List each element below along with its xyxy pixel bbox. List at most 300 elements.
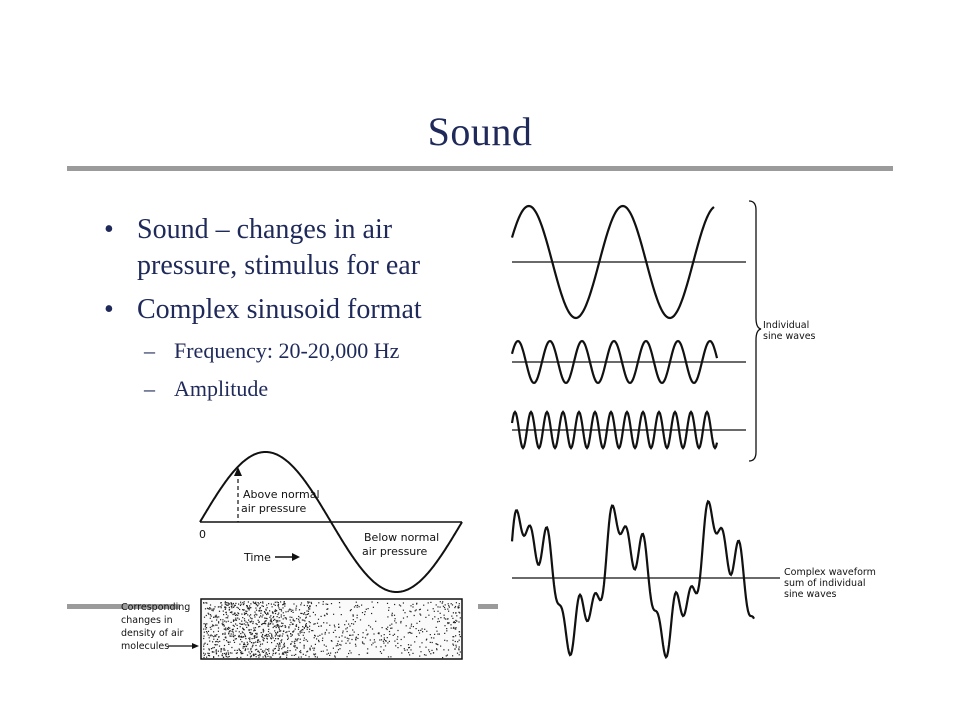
air-molecule-dot (411, 624, 412, 625)
air-molecule-dot (412, 653, 413, 654)
air-molecule-dot (219, 611, 220, 612)
air-molecule-dot (274, 611, 275, 612)
air-molecule-dot (212, 652, 213, 653)
air-molecule-dot (285, 626, 286, 627)
air-molecule-dot (355, 639, 356, 640)
air-molecule-dot (397, 647, 398, 648)
air-molecule-dot (233, 619, 234, 620)
air-molecule-dot (355, 605, 356, 606)
air-molecule-dot (423, 605, 424, 606)
air-molecule-dot (267, 654, 268, 655)
air-molecule-dot (260, 607, 261, 608)
air-molecule-dot (216, 651, 217, 652)
sub-bullet-text: Amplitude (174, 376, 269, 401)
air-molecule-dot (218, 622, 219, 623)
air-molecule-dot (283, 653, 284, 654)
air-molecule-dot (240, 602, 241, 603)
air-molecule-dot (291, 655, 292, 656)
air-molecule-dot (430, 653, 431, 654)
air-molecule-dot (257, 624, 258, 625)
air-molecule-dot (444, 625, 445, 626)
air-molecule-dot (407, 616, 408, 617)
air-molecule-dot (220, 651, 221, 652)
air-molecule-dot (249, 632, 250, 633)
air-molecule-dot (235, 618, 236, 619)
air-molecule-dot (249, 608, 250, 609)
air-molecule-dot (270, 623, 271, 624)
individual-label-line: sine waves (763, 331, 816, 342)
air-molecule-dot (404, 636, 405, 637)
air-molecule-dot (266, 635, 267, 636)
air-molecule-dot (279, 617, 280, 618)
air-molecule-dot (257, 639, 258, 640)
air-molecule-dot (277, 631, 278, 632)
air-molecule-dot (278, 613, 279, 614)
air-molecule-dot (281, 648, 282, 649)
air-molecule-dot (355, 639, 356, 640)
air-molecule-dot (231, 603, 232, 604)
air-molecule-dot (271, 638, 272, 639)
air-molecule-dot (445, 609, 446, 610)
air-molecule-dot (428, 602, 429, 603)
air-molecule-dot (442, 657, 443, 658)
air-molecule-dot (285, 652, 286, 653)
air-molecule-dot (301, 613, 302, 614)
air-molecule-dot (277, 620, 278, 621)
air-molecule-dot (373, 643, 374, 644)
air-molecule-dot (208, 613, 209, 614)
air-molecule-dot (224, 625, 225, 626)
air-molecule-dot (304, 612, 305, 613)
air-molecule-dot (212, 651, 213, 652)
air-molecule-dot (316, 638, 317, 639)
air-molecule-dot (443, 606, 444, 607)
air-molecule-dot (225, 601, 226, 602)
air-molecule-dot (276, 646, 277, 647)
air-molecule-dot (213, 657, 214, 658)
air-molecule-dot (321, 625, 322, 626)
bottom-divider-left (67, 604, 179, 609)
air-molecule-dot (271, 620, 272, 621)
air-molecule-dot (272, 650, 273, 651)
air-molecule-dot (429, 651, 430, 652)
air-molecule-dot (238, 613, 239, 614)
air-molecule-dot (439, 621, 440, 622)
air-molecule-dot (419, 656, 420, 657)
air-molecule-dot (241, 641, 242, 642)
air-molecule-dot (243, 648, 244, 649)
air-molecule-dot (254, 629, 255, 630)
air-molecule-dot (239, 609, 240, 610)
air-molecule-dot (209, 655, 210, 656)
air-molecule-dot (387, 637, 388, 638)
air-molecule-dot (357, 617, 358, 618)
air-molecule-dot (233, 636, 234, 637)
air-molecule-dot (222, 621, 223, 622)
air-molecule-dot (315, 614, 316, 615)
air-molecule-dot (235, 603, 236, 604)
air-molecule-dot (242, 617, 243, 618)
air-molecule-dot (399, 604, 400, 605)
air-molecule-dot (283, 631, 284, 632)
air-molecule-dot (233, 607, 234, 608)
air-molecule-dot (451, 628, 452, 629)
air-molecule-dot (279, 644, 280, 645)
air-molecule-dot (234, 613, 235, 614)
air-molecule-dot (448, 649, 449, 650)
air-molecule-dot (256, 610, 257, 611)
air-molecule-dot (205, 624, 206, 625)
air-molecule-dot (267, 625, 268, 626)
air-molecule-dot (358, 634, 359, 635)
air-molecule-dot (278, 650, 279, 651)
air-molecule-dot (277, 624, 278, 625)
air-molecule-dot (204, 655, 205, 656)
air-molecule-dot (268, 603, 269, 604)
air-molecule-dot (230, 612, 231, 613)
air-molecule-dot (205, 602, 206, 603)
air-molecule-dot (207, 644, 208, 645)
air-molecule-dot (279, 609, 280, 610)
air-molecule-dot (365, 611, 366, 612)
air-molecule-dot (292, 631, 293, 632)
air-molecule-dot (231, 653, 232, 654)
air-molecule-dot (223, 639, 224, 640)
air-molecule-dot (232, 614, 233, 615)
air-molecule-dot (216, 634, 217, 635)
air-molecule-dot (208, 648, 209, 649)
air-molecule-dot (281, 610, 282, 611)
air-molecule-dot (262, 651, 263, 652)
air-molecule-dot (389, 625, 390, 626)
air-molecule-dot (249, 641, 250, 642)
air-molecule-dot (234, 642, 235, 643)
air-molecule-dot (242, 631, 243, 632)
air-molecule-dot (279, 643, 280, 644)
air-molecule-dot (409, 647, 410, 648)
air-molecule-dot (246, 646, 247, 647)
air-molecule-dot (419, 609, 420, 610)
air-molecule-dot (362, 637, 363, 638)
air-molecule-dot (292, 624, 293, 625)
air-molecule-dot (336, 645, 337, 646)
air-molecule-dot (226, 621, 227, 622)
air-molecule-dot (213, 617, 214, 618)
air-molecule-dot (214, 644, 215, 645)
air-molecule-dot (355, 646, 356, 647)
air-molecule-dot (233, 620, 234, 621)
air-molecule-dot (455, 641, 456, 642)
air-molecule-dot (304, 628, 305, 629)
air-molecule-dot (416, 623, 417, 624)
air-molecule-dot (381, 639, 382, 640)
air-molecule-dot (447, 623, 448, 624)
air-molecule-dot (440, 613, 441, 614)
air-molecule-dot (229, 604, 230, 605)
air-molecule-dot (389, 634, 390, 635)
above-label-line: air pressure (241, 502, 307, 515)
air-molecule-dot (233, 636, 234, 637)
air-molecule-dot (277, 616, 278, 617)
air-molecule-dot (237, 615, 238, 616)
air-molecule-dot (287, 652, 288, 653)
air-molecule-dot (215, 617, 216, 618)
air-molecule-dot (284, 643, 285, 644)
air-molecule-dot (275, 635, 276, 636)
air-molecule-dot (275, 638, 276, 639)
air-molecule-dot (391, 624, 392, 625)
air-molecule-dot (326, 609, 327, 610)
air-molecule-dot (311, 602, 312, 603)
air-molecule-dot (440, 607, 441, 608)
air-molecule-dot (390, 628, 391, 629)
air-molecule-dot (316, 605, 317, 606)
sub-bullet-item (104, 336, 474, 366)
air-molecule-dot (458, 607, 459, 608)
air-molecule-dot (248, 625, 249, 626)
air-molecule-dot (209, 641, 210, 642)
air-molecule-dot (406, 625, 407, 626)
air-molecule-dot (263, 623, 264, 624)
air-molecule-dot (211, 621, 212, 622)
air-molecule-dot (205, 629, 206, 630)
air-molecule-dot (227, 628, 228, 629)
air-molecule-dot (274, 648, 275, 649)
air-molecule-dot (324, 615, 325, 616)
air-molecule-dot (231, 612, 232, 613)
air-molecule-dot (277, 624, 278, 625)
air-molecule-dot (353, 619, 354, 620)
complex-label-line: sum of individual (784, 578, 866, 589)
air-molecule-dot (436, 643, 437, 644)
air-molecule-dot (233, 621, 234, 622)
air-molecule-dot (239, 631, 240, 632)
air-molecule-dot (389, 631, 390, 632)
air-molecule-dot (288, 611, 289, 612)
air-molecule-dot (419, 646, 420, 647)
air-molecule-dot (300, 650, 301, 651)
air-molecule-dot (453, 636, 454, 637)
air-molecule-dot (451, 603, 452, 604)
air-molecule-dot (236, 653, 237, 654)
air-molecule-dot (221, 648, 222, 649)
air-molecule-dot (283, 612, 284, 613)
air-molecule-dot (267, 638, 268, 639)
air-molecule-dot (242, 602, 243, 603)
air-molecule-dot (307, 605, 308, 606)
air-molecule-dot (224, 645, 225, 646)
air-molecule-dot (315, 656, 316, 657)
air-molecule-dot (234, 606, 235, 607)
air-molecule-dot (308, 613, 309, 614)
air-molecule-dot (309, 602, 310, 603)
air-molecule-dot (273, 627, 274, 628)
air-molecule-dot (206, 657, 207, 658)
air-molecule-dot (259, 610, 260, 611)
air-molecule-dot (383, 649, 384, 650)
air-molecule-dot (455, 622, 456, 623)
air-molecule-dot (254, 636, 255, 637)
air-molecule-dot (241, 621, 242, 622)
air-molecule-dot (313, 612, 314, 613)
air-molecule-dot (444, 640, 445, 641)
air-molecule-dot (387, 603, 388, 604)
air-molecule-dot (278, 607, 279, 608)
air-molecule-dot (326, 654, 327, 655)
air-molecule-dot (431, 650, 432, 651)
air-molecule-dot (263, 629, 264, 630)
air-molecule-dot (349, 650, 350, 651)
air-molecule-dot (256, 623, 257, 624)
air-molecule-dot (273, 604, 274, 605)
air-molecule-dot (230, 630, 231, 631)
air-molecule-dot (235, 623, 236, 624)
air-molecule-dot (250, 653, 251, 654)
air-molecule-dot (329, 655, 330, 656)
air-molecule-dot (306, 617, 307, 618)
air-molecule-dot (295, 609, 296, 610)
air-molecule-dot (208, 614, 209, 615)
air-molecule-dot (299, 622, 300, 623)
air-molecule-dot (257, 651, 258, 652)
air-molecule-dot (394, 604, 395, 605)
air-molecule-dot (214, 608, 215, 609)
air-molecule-dot (277, 632, 278, 633)
air-molecule-dot (257, 642, 258, 643)
air-molecule-dot (210, 635, 211, 636)
air-molecule-dot (254, 616, 255, 617)
air-molecule-dot (256, 604, 257, 605)
air-molecule-dot (271, 634, 272, 635)
air-molecule-dot (277, 602, 278, 603)
air-molecule-dot (326, 622, 327, 623)
air-molecule-dot (458, 648, 459, 649)
air-molecule-dot (331, 640, 332, 641)
air-molecule-dot (226, 602, 227, 603)
air-molecule-dot (296, 624, 297, 625)
air-molecule-dot (232, 604, 233, 605)
air-molecule-dot (253, 642, 254, 643)
air-molecule-dot (250, 649, 251, 650)
air-molecule-dot (359, 606, 360, 607)
air-molecule-dot (204, 617, 205, 618)
air-molecule-dot (250, 622, 251, 623)
air-molecule-dot (218, 651, 219, 652)
air-molecule-dot (233, 620, 234, 621)
air-molecule-dot (213, 651, 214, 652)
air-molecule-dot (362, 612, 363, 613)
air-molecule-dot (218, 606, 219, 607)
air-molecule-dot (432, 642, 433, 643)
air-molecule-dot (440, 617, 441, 618)
air-molecule-dot (394, 615, 395, 616)
air-molecule-dot (380, 651, 381, 652)
air-molecule-dot (287, 639, 288, 640)
air-molecule-dot (206, 603, 207, 604)
air-molecule-dot (364, 643, 365, 644)
air-molecule-dot (262, 603, 263, 604)
air-molecule-dot (290, 609, 291, 610)
sub-bullet-marker: – (144, 376, 155, 401)
air-molecule-dot (456, 621, 457, 622)
air-molecule-dot (426, 639, 427, 640)
air-molecule-dot (284, 603, 285, 604)
air-molecule-dot (246, 613, 247, 614)
air-molecule-dot (296, 626, 297, 627)
air-molecule-dot (296, 647, 297, 648)
air-molecule-dot (290, 619, 291, 620)
air-molecule-dot (256, 604, 257, 605)
air-molecule-dot (225, 637, 226, 638)
air-molecule-dot (437, 606, 438, 607)
air-molecule-dot (318, 640, 319, 641)
time-label: Time (244, 551, 271, 564)
air-molecule-dot (234, 612, 235, 613)
bullet-marker: • (104, 214, 114, 245)
air-molecule-dot (231, 602, 232, 603)
air-molecule-dot (203, 629, 204, 630)
air-molecule-dot (259, 608, 260, 609)
air-molecule-dot (250, 621, 251, 622)
air-molecule-dot (425, 655, 426, 656)
air-molecule-dot (211, 626, 212, 627)
air-molecule-dot (307, 627, 308, 628)
air-molecule-dot (388, 607, 389, 608)
peak-arrow-icon (234, 467, 242, 476)
air-molecule-dot (303, 614, 304, 615)
air-molecule-dot (265, 656, 266, 657)
air-molecule-dot (267, 607, 268, 608)
air-molecule-dot (451, 616, 452, 617)
air-molecule-dot (224, 653, 225, 654)
air-molecule-dot (207, 632, 208, 633)
air-molecule-dot (387, 627, 388, 628)
air-molecule-dot (459, 646, 460, 647)
air-molecule-dot (400, 605, 401, 606)
air-molecule-dot (327, 614, 328, 615)
air-molecule-dot (327, 608, 328, 609)
air-molecule-dot (305, 655, 306, 656)
air-molecule-dot (203, 657, 204, 658)
air-molecule-dot (367, 648, 368, 649)
air-molecule-dot (209, 653, 210, 654)
sub-bullet-text: Frequency: 20-20,000 Hz (174, 338, 400, 363)
air-molecule-dot (222, 653, 223, 654)
air-molecule-dot (394, 620, 395, 621)
air-molecule-dot (225, 608, 226, 609)
air-molecule-dot (227, 628, 228, 629)
air-molecule-dot (289, 609, 290, 610)
air-molecule-dot (253, 621, 254, 622)
air-molecule-dot (349, 643, 350, 644)
air-molecule-dot (307, 629, 308, 630)
air-molecule-dot (243, 604, 244, 605)
air-molecule-dot (392, 613, 393, 614)
air-molecule-dot (310, 605, 311, 606)
air-molecule-dot (210, 629, 211, 630)
air-molecule-dot (284, 601, 285, 602)
air-molecule-dot (381, 653, 382, 654)
air-molecule-dot (453, 622, 454, 623)
air-molecule-dot (344, 624, 345, 625)
air-molecule-dot (263, 630, 264, 631)
air-molecule-dot (257, 605, 258, 606)
air-molecule-dot (274, 626, 275, 627)
air-molecule-dot (321, 634, 322, 635)
air-molecule-dot (330, 653, 331, 654)
air-molecule-dot (410, 632, 411, 633)
air-molecule-dot (447, 622, 448, 623)
